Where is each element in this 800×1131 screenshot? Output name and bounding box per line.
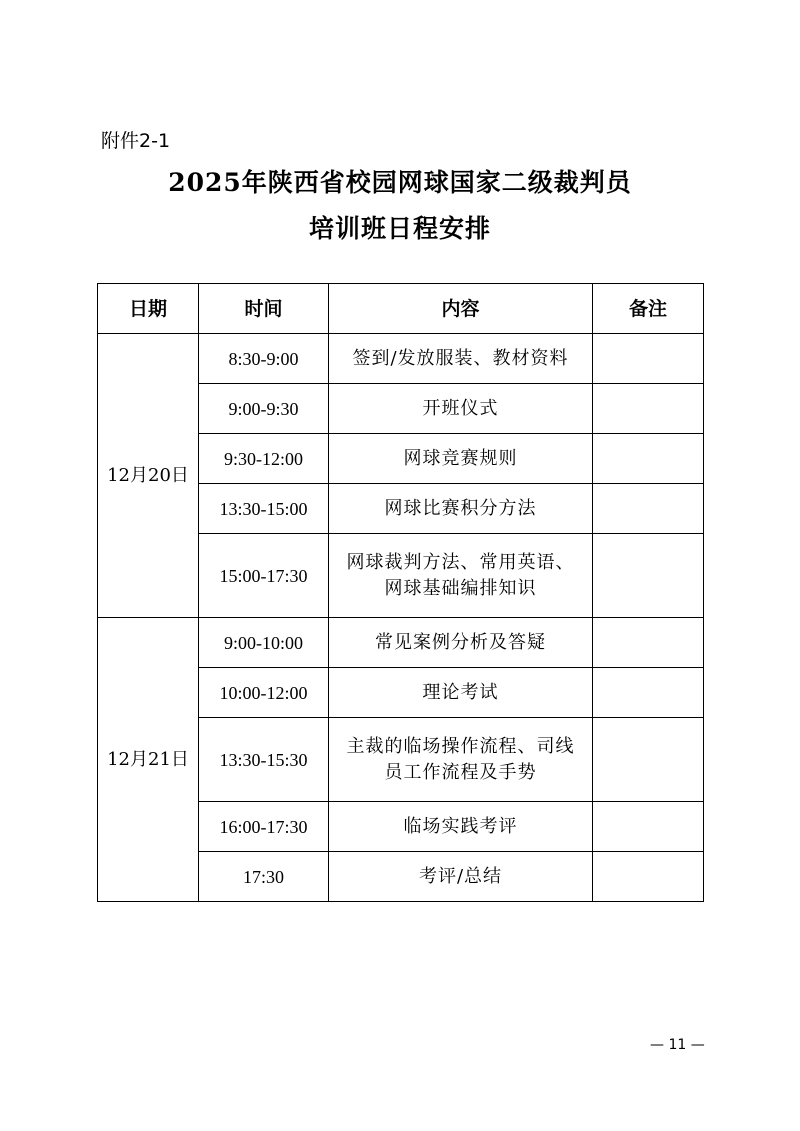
content-line: 网球基础编排知识: [384, 577, 537, 599]
time-cell: 9:00-9:30: [199, 384, 329, 434]
page-number: — 11 —: [650, 1037, 705, 1053]
time-cell: 8:30-9:00: [199, 334, 329, 384]
content-line: 开班仪式: [422, 397, 499, 419]
content-line: 网球竞赛规则: [403, 447, 518, 469]
note-cell: [593, 802, 704, 852]
note-cell: [593, 852, 704, 902]
note-cell: [593, 534, 704, 618]
schedule-table: [97, 283, 704, 902]
attachment-label: 附件2-1: [101, 130, 171, 152]
note-cell: [593, 334, 704, 384]
header-date: 日期: [98, 284, 199, 334]
header-note: 备注: [593, 284, 704, 334]
time-cell: 15:00-17:30: [199, 534, 329, 618]
content-cell: [329, 718, 593, 802]
header-time: 时间: [199, 284, 329, 334]
content-line: 考评/总结: [418, 865, 503, 887]
note-cell: [593, 484, 704, 534]
content-line: 理论考试: [422, 681, 499, 703]
content-line: 网球裁判方法、常用英语、: [346, 551, 575, 573]
content-cell: [329, 852, 593, 902]
date-cell: 12月20日: [98, 334, 199, 618]
content-line: 临场实践考评: [403, 815, 518, 837]
content-cell: [329, 802, 593, 852]
table-row: [98, 334, 704, 384]
content-cell: [329, 484, 593, 534]
content-cell: [329, 384, 593, 434]
time-cell: 9:30-12:00: [199, 434, 329, 484]
content-line: 常见案例分析及答疑: [375, 631, 546, 653]
header-content: 内容: [329, 284, 593, 334]
content-cell: [329, 334, 593, 384]
note-cell: [593, 434, 704, 484]
document-title-line2: 培训班日程安排: [308, 214, 491, 243]
time-cell: 10:00-12:00: [199, 668, 329, 718]
time-cell: 9:00-10:00: [199, 618, 329, 668]
date-cell: 12月21日: [98, 618, 199, 902]
table-row: [98, 618, 704, 668]
content-line: 网球比赛积分方法: [384, 497, 537, 519]
note-cell: [593, 718, 704, 802]
content-cell: [329, 434, 593, 484]
note-cell: [593, 384, 704, 434]
table-header-row: [98, 284, 704, 334]
content-line: 主裁的临场操作流程、司线: [346, 735, 575, 757]
time-cell: 13:30-15:30: [199, 718, 329, 802]
content-line: 签到/发放服装、教材资料: [352, 347, 569, 369]
content-line: 员工作流程及手势: [384, 761, 537, 783]
note-cell: [593, 668, 704, 718]
time-cell: 13:30-15:00: [199, 484, 329, 534]
time-cell: 16:00-17:30: [199, 802, 329, 852]
note-cell: [593, 618, 704, 668]
content-cell: [329, 668, 593, 718]
content-cell: [329, 618, 593, 668]
time-cell: 17:30: [199, 852, 329, 902]
content-cell: [329, 534, 593, 618]
document-title-line1: 2025年陕西省校园网球国家二级裁判员: [168, 168, 632, 197]
